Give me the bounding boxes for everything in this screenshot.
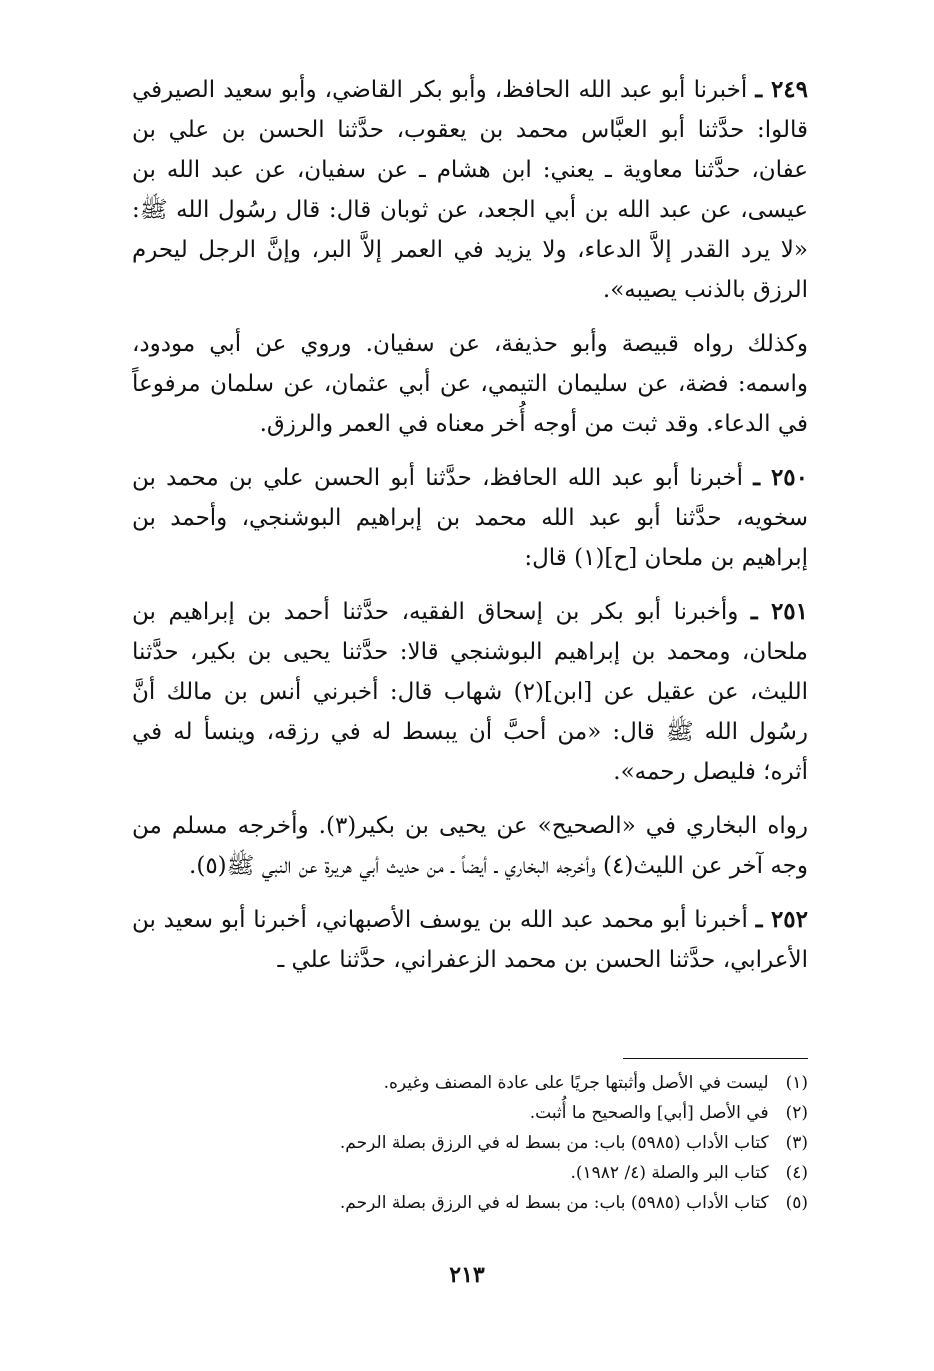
footnote-text: كتاب الأداب (٥٩٨٥) باب: من بسط له في الرزق بصلة الرحم. xyxy=(339,1133,769,1153)
footnote xyxy=(132,1068,808,1098)
footnote-number: (٣) xyxy=(785,1133,808,1153)
paragraph-text: وكذلك رواه قبيصة وأبو حذيفة، عن سفيان. وروي عن أبي مودود، واسمه: فضة، عن سليمان التيمي، عن أبي عثمان، عن سلمان مرفوعاً في الدعاء. وقد ثبت من أوجه أُخر معناه في العمر والرزق. xyxy=(132,331,808,437)
paragraph-text: رواه البخاري في «الصحيح» عن يحيى بن بكير(٣). وأخرجه مسلم من وجه آخر عن الليث(٤) وأخرجه البخاري ـ أيضاً ـ من حديث أبي هريرة عن النبي ﷺ(٥). xyxy=(132,813,808,879)
footnote xyxy=(132,1188,808,1218)
footnote-number: (٤) xyxy=(785,1163,808,1183)
paragraph-commentary-2 xyxy=(132,806,808,886)
paragraph-250 xyxy=(132,458,808,578)
paragraph-text: أخبرنا أبو محمد عبد الله بن يوسف الأصبهاني، أخبرنا أبو سعيد بن الأعرابي، حدَّثنا الحسن بن محمد الزعفراني، حدَّثنا علي ـ xyxy=(132,907,808,973)
main-text xyxy=(132,70,808,994)
footnote-text: في الأصل [أبي] والصحيح ما أُثبت. xyxy=(529,1103,769,1123)
footnote-number: (١) xyxy=(785,1073,808,1093)
paragraph-text: أخبرنا أبو عبد الله الحافظ، حدَّثنا أبو الحسن علي بن محمد بن سخويه، حدَّثنا أبو عبد الله محمد بن إبراهيم البوشنجي، وأحمد بن إبراهيم بن ملحان [ح](١) قال: xyxy=(132,465,808,571)
footnote-number: (٢) xyxy=(785,1103,808,1123)
footnote xyxy=(132,1098,808,1128)
paragraph-commentary-1 xyxy=(132,324,808,444)
hadith-number: ٢٥٠ ـ xyxy=(753,464,808,491)
footnote-number: (٥) xyxy=(785,1193,808,1213)
hadith-number: ٢٥٢ ـ xyxy=(755,906,808,933)
paragraph-text: أخبرنا أبو عبد الله الحافظ، وأبو بكر القاضي، وأبو سعيد الصيرفي قالوا: حدَّثنا أبو العبَّاس محمد بن يعقوب، حدَّثنا الحسن بن علي بن عفان، حدَّثنا معاوية ـ يعني: ابن هشام ـ عن سفيان، عن عبد الله بن عيسى، عن عبد الله بن أبي الجعد، عن ثوبان قال: قال رسُول الله ﷺ: «لا يرد القدر إلاَّ الدعاء، ولا يزيد في العمر إلاَّ البر، وإنَّ الرجل ليحرم الرزق بالذنب يصيبه». xyxy=(132,77,808,303)
footnote-text: ليست في الأصل وأثبتها جريًا على عادة المصنف وغيره. xyxy=(383,1073,769,1093)
footnote xyxy=(132,1158,808,1188)
paragraph-text: وأخبرنا أبو بكر بن إسحاق الفقيه، حدَّثنا أحمد بن إبراهيم بن ملحان، ومحمد بن إبراهيم البوشنجي قالا: حدَّثنا يحيى بن بكير، حدَّثنا الليث، عن عقيل عن [ابن](٢) شهاب قال: أخبرني أنس بن مالك أنَّ رسُول الله ﷺ قال: «من أحبَّ أن يبسط له في رزقه، وينسأ له في أثره؛ فليصل رحمه». xyxy=(132,599,809,785)
hadith-number: ٢٥١ ـ xyxy=(750,598,808,625)
footnote-text: كتاب البر والصلة (٤/ ١٩٨٢). xyxy=(570,1163,769,1183)
footnote-text: كتاب الأداب (٥٩٨٥) باب: من بسط له في الرزق بصلة الرحم. xyxy=(339,1193,769,1213)
footnote xyxy=(132,1128,808,1158)
footnotes xyxy=(132,1068,808,1218)
hadith-number: ٢٤٩ ـ xyxy=(755,76,808,103)
paragraph-249 xyxy=(132,70,808,310)
paragraph-252 xyxy=(132,900,808,980)
page-number: ٢١٣ xyxy=(449,1262,485,1288)
footnote-divider xyxy=(623,1058,808,1059)
paragraph-251 xyxy=(132,592,808,792)
